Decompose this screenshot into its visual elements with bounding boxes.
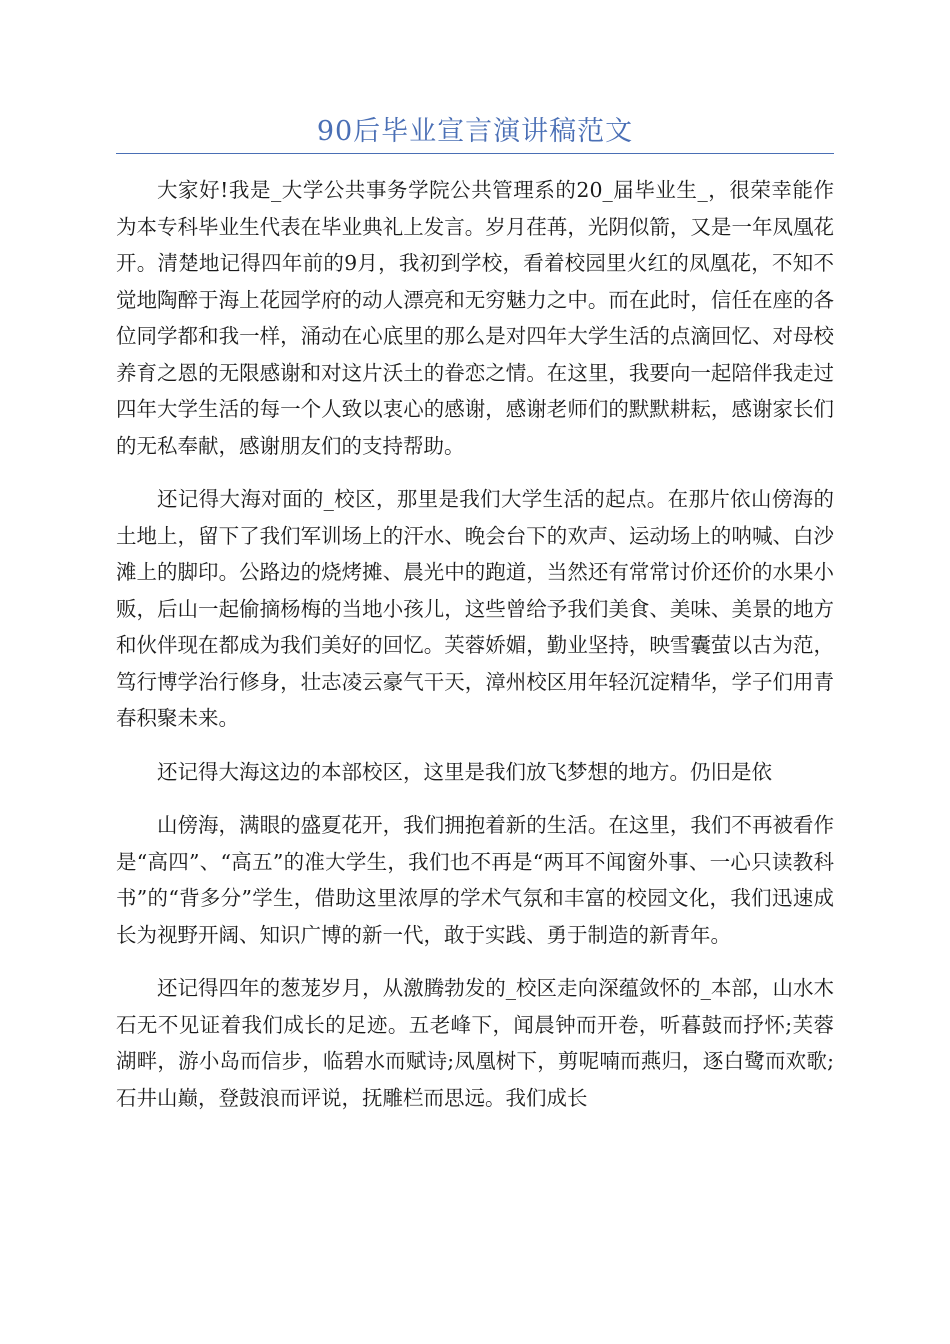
document-body bbox=[116, 172, 834, 1133]
title-underline bbox=[116, 153, 834, 154]
paragraph-2: 还记得大海对面的_校区，那里是我们大学生活的起点。在那片依山傍海的土地上，留下了我们军训场上的汗水、晚会台下的欢声、运动场上的呐喊、白沙滩上的脚印。公路边的烧烤摊、晨光中的跑道，当然还有常常讨价还价的水果小贩，后山一起偷摘杨梅的当地小孩儿，这些曾给予我们美食、美味、美景的地方和伙伴现在都成为我们美好的回忆。芙蓉娇媚，勤业坚持，映雪囊萤以古为范，笃行博学治行修身，壮志凌云豪气干天，漳州校区用年轻沉淀精华，学子们用青春积聚未来。 bbox=[116, 487, 834, 730]
paragraph-1: 大家好!我是_大学公共事务学院公共管理系的20_届毕业生_，很荣幸能作为本专科毕业生代表在毕业典礼上发言。岁月荏苒，光阴似箭，又是一年凤凰花开。清楚地记得四年前的9月，我初到学校，看着校园里火红的凤凰花，不知不觉地陶醉于海上花园学府的动人漂亮和无穷魅力之中。而在此时，信任在座的各位同学都和我一样，涌动在心底里的那么是对四年大学生活的点滴回忆、对母校养育之恩的无限感谢和对这片沃土的眷恋之情。在这里，我要向一起陪伴我走过四年大学生活的每一个人致以衷心的感谢，感谢老师们的默默耕耘，感谢家长们的无私奉献，感谢朋友们的支持帮助。 bbox=[116, 178, 834, 458]
paragraph-5: 还记得四年的葱茏岁月，从激腾勃发的_校区走向深蕴敛怀的_本部，山水木石无不见证着我们成长的足迹。五老峰下，闻晨钟而开卷，听暮鼓而抒怀;芙蓉湖畔，游小岛而信步，临碧水而赋诗;凤凰树下，剪呢喃而燕归，逐白鹭而欢歌;石井山巅，登鼓浪而评说，抚雕栏而思远。我们成长 bbox=[116, 976, 834, 1110]
paragraph-4: 山傍海，满眼的盛夏花开，我们拥抱着新的生活。在这里，我们不再被看作是“高四”、“高五”的准大学生，我们也不再是“两耳不闻窗外事、一心只读教科书”的“背多分”学生，借助这里浓厚的学术气氛和丰富的校园文化，我们迅速成长为视野开阔、知识广博的新一代，敢于实践、勇于制造的新青年。 bbox=[116, 813, 834, 947]
paragraph-3: 还记得大海这边的本部校区，这里是我们放飞梦想的地方。仍旧是依 bbox=[157, 759, 772, 784]
page-title: 90后毕业宣言演讲稿范文 bbox=[316, 116, 634, 147]
